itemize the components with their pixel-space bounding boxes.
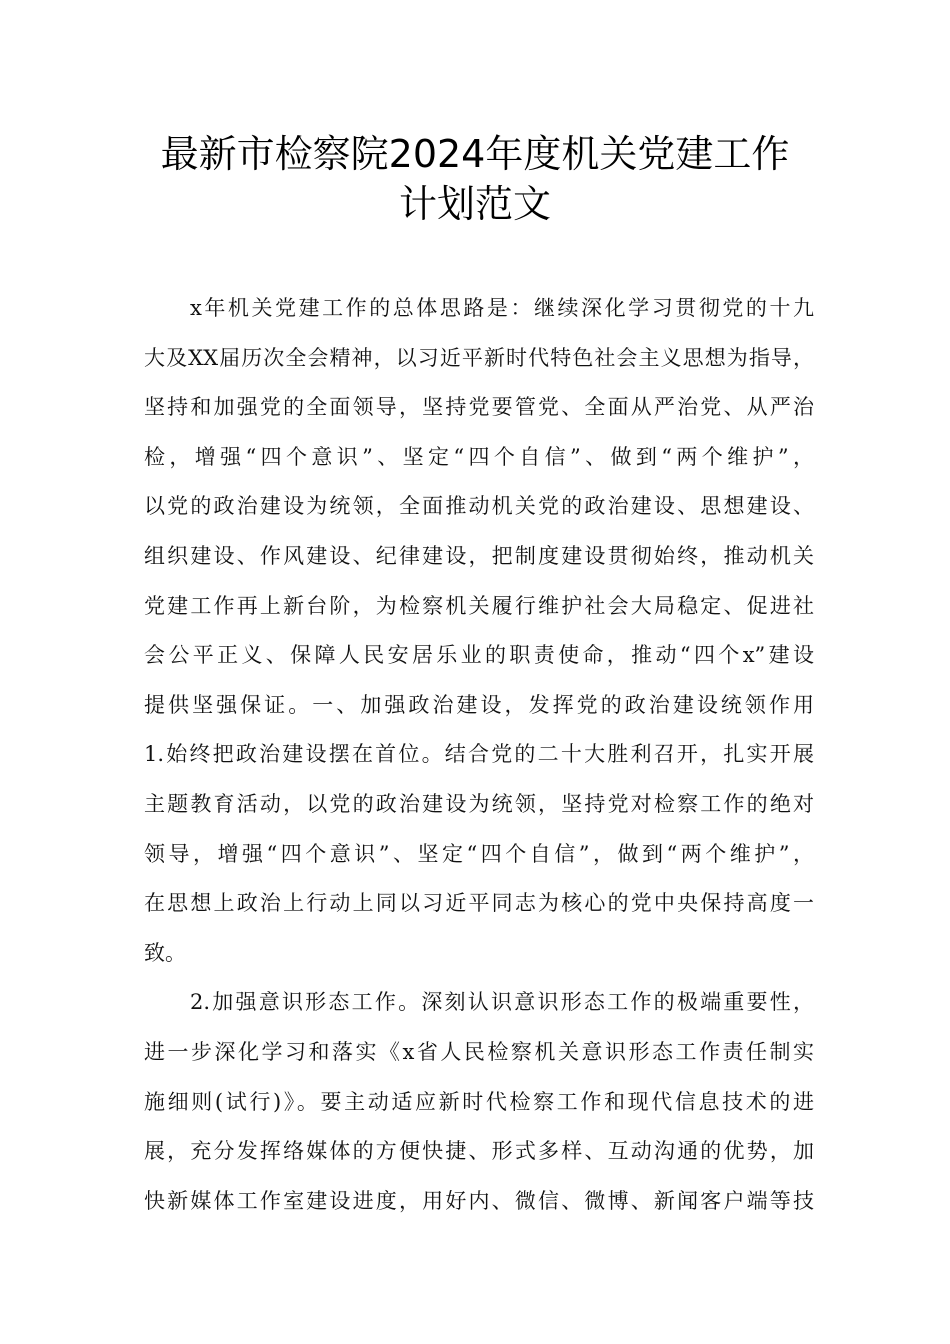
- body-line: 提供坚强保证。一、加强政治建设，发挥党的政治建设统领作用: [144, 692, 814, 717]
- body-line: 在思想上政治上行动上同以习近平同志为核心的党中央保持高度一: [144, 891, 814, 916]
- body-line: 快新媒体工作室建设进度，用好内、微信、微博、新闻客户端等技: [144, 1188, 814, 1213]
- document-title-line-1: 最新市检察院2024年度机关党建工作: [160, 132, 790, 176]
- body-line: 展，充分发挥络媒体的方便快捷、形式多样、互动沟通的优势，加: [144, 1139, 814, 1164]
- document-title-line-2: 计划范文: [398, 182, 551, 226]
- body-line: 致。: [144, 940, 186, 965]
- body-line: 2.加强意识形态工作。深刻认识意识形态工作的极端重要性，: [190, 990, 814, 1015]
- document-body: [144, 284, 814, 1226]
- body-line: 坚持和加强党的全面领导，坚持党要管党、全面从严治党、从严治: [144, 395, 814, 420]
- body-line: 以党的政治建设为统领，全面推动机关党的政治建设、思想建设、: [144, 494, 814, 519]
- body-line: 会公平正义、保障人民安居乐业的职责使命，推动“四个x”建设: [144, 643, 814, 668]
- body-line: 1.始终把政治建设摆在首位。结合党的二十大胜利召开，扎实开展: [144, 742, 814, 767]
- body-line: 施细则(试行)》。要主动适应新时代检察工作和现代信息技术的进: [144, 1089, 814, 1114]
- body-line: x年机关党建工作的总体思路是：继续深化学习贯彻党的十九: [190, 296, 814, 320]
- body-line: 大及XX届历次全会精神，以习近平新时代特色社会主义思想为指导，: [144, 345, 814, 370]
- body-line: 检，增强“四个意识”、坚定“四个自信”、做到“两个维护”，: [144, 444, 814, 469]
- body-line: 组织建设、作风建设、纪律建设，把制度建设贯彻始终，推动机关: [144, 543, 814, 568]
- body-line: 党建工作再上新台阶，为检察机关履行维护社会大局稳定、促进社: [144, 593, 814, 618]
- body-line: 主题教育活动，以党的政治建设为统领，坚持党对检察工作的绝对: [144, 791, 814, 816]
- body-line: 领导，增强“四个意识”、坚定“四个自信”，做到“两个维护”，: [144, 841, 814, 866]
- body-line: 进一步深化学习和落实《x省人民检察机关意识形态工作责任制实: [144, 1039, 814, 1064]
